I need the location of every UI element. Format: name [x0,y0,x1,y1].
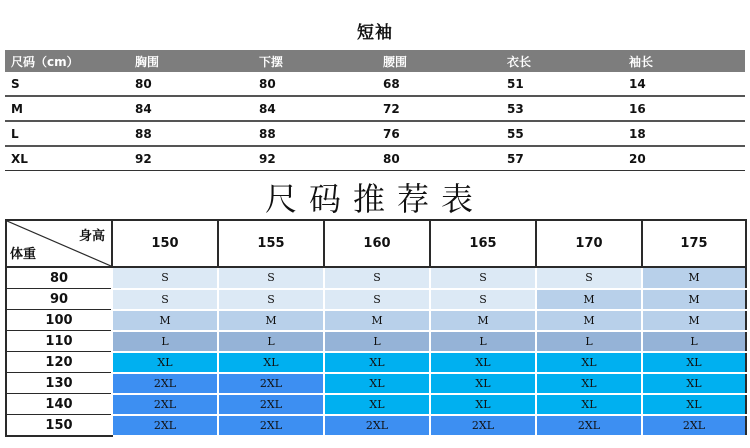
recommended-size-cell: 2XL [112,373,218,394]
weight-axis-label: 体重 [10,247,37,262]
recommended-size-cell: XL [536,394,642,415]
header-length: 衣长 [501,50,623,72]
header-waist: 腰围 [377,50,501,72]
weight-label-cell: 130 [6,373,112,394]
measurement-cell: 84 [129,96,253,121]
weight-label-cell: 150 [6,415,112,437]
measurement-cell: 92 [129,146,253,171]
measurement-cell: 51 [501,72,623,96]
height-axis-label: 身高 [78,229,105,244]
recommended-size-cell: 2XL [536,415,642,437]
short-sleeve-title: 短袖 [357,23,393,43]
weight-label-cell: 110 [6,331,112,352]
weight-label-cell: 140 [6,394,112,415]
header-size-cm: 尺码（cm） [5,50,129,72]
header-chest: 胸围 [129,50,253,72]
size-row [5,96,745,121]
weight-row [6,331,746,352]
weight-row [6,373,746,394]
recommended-size-cell: 2XL [112,394,218,415]
size-row [5,146,745,171]
height-160: 160 [324,220,430,267]
height-165: 165 [430,220,536,267]
recommended-size-cell: XL [324,352,430,373]
header-hem: 下摆 [253,50,377,72]
recommended-size-cell: M [112,310,218,331]
measurement-cell: 80 [129,72,253,96]
header-sleeve: 袖长 [623,50,745,72]
corner-header-cell [6,220,112,267]
recommended-size-cell: M [430,310,536,331]
recommended-size-cell: 2XL [112,415,218,437]
height-170: 170 [536,220,642,267]
measurement-cell: 14 [623,72,745,96]
measurement-cell: 84 [253,96,377,121]
recommended-size-cell: S [324,289,430,310]
weight-row [6,289,746,310]
height-header-row [6,220,746,267]
measurement-cell: 53 [501,96,623,121]
recommended-size-cell: M [642,267,746,289]
short-sleeve-size-table [5,50,745,171]
recommended-size-cell: 2XL [642,415,746,437]
recommended-size-cell: M [218,310,324,331]
size-recommendation-table [5,219,747,437]
weight-label-cell: 100 [6,310,112,331]
measurement-cell: 92 [253,146,377,171]
size-recommendation-title: 尺码推荐表 [264,180,485,218]
recommended-size-cell: XL [112,352,218,373]
recommended-size-cell: XL [642,394,746,415]
recommended-size-cell: L [218,331,324,352]
recommended-size-cell: S [112,289,218,310]
measurement-cell: 88 [253,121,377,146]
recommended-size-cell: XL [642,373,746,394]
weight-row [6,352,746,373]
recommended-size-cell: 2XL [430,415,536,437]
recommended-size-cell: S [112,267,218,289]
weight-row [6,267,746,289]
measurement-cell: 16 [623,96,745,121]
recommended-size-cell: XL [218,352,324,373]
measurement-cell: 55 [501,121,623,146]
height-150: 150 [112,220,218,267]
recommended-size-cell: XL [642,352,746,373]
weight-row [6,310,746,331]
recommended-size-cell: S [218,267,324,289]
size-row [5,121,745,146]
recommended-size-cell: L [112,331,218,352]
measurement-cell: 76 [377,121,501,146]
measurement-cell: 80 [253,72,377,96]
recommended-size-cell: M [536,310,642,331]
short-sleeve-header-row [5,50,745,72]
size-label-cell: S [5,72,129,96]
recommended-size-cell: XL [430,394,536,415]
size-label-cell: L [5,121,129,146]
recommended-size-cell: M [324,310,430,331]
recommended-size-cell: S [324,267,430,289]
recommended-size-cell: XL [536,373,642,394]
recommended-size-cell: M [536,289,642,310]
recommended-size-cell: S [430,267,536,289]
recommended-size-cell: 2XL [324,415,430,437]
size-row [5,72,745,96]
measurement-cell: 68 [377,72,501,96]
size-label-cell: M [5,96,129,121]
measurement-cell: 18 [623,121,745,146]
measurement-cell: 20 [623,146,745,171]
recommended-size-cell: S [218,289,324,310]
recommended-size-cell: XL [430,373,536,394]
recommended-size-cell: S [430,289,536,310]
recommended-size-cell: XL [536,352,642,373]
weight-label-cell: 80 [6,267,112,289]
weight-label-cell: 120 [6,352,112,373]
measurement-cell: 80 [377,146,501,171]
recommended-size-cell: L [536,331,642,352]
recommended-size-cell: L [642,331,746,352]
recommended-size-cell: L [324,331,430,352]
recommended-size-cell: XL [324,394,430,415]
recommended-size-cell: 2XL [218,415,324,437]
measurement-cell: 72 [377,96,501,121]
recommended-size-cell: XL [324,373,430,394]
recommended-size-cell: M [642,289,746,310]
weight-row [6,415,746,437]
measurement-cell: 57 [501,146,623,171]
recommended-size-cell: L [430,331,536,352]
recommended-size-cell: 2XL [218,394,324,415]
weight-label-cell: 90 [6,289,112,310]
measurement-cell: 88 [129,121,253,146]
height-155: 155 [218,220,324,267]
recommended-size-cell: S [536,267,642,289]
recommended-size-cell: M [642,310,746,331]
recommended-size-cell: 2XL [218,373,324,394]
size-label-cell: XL [5,146,129,171]
height-175: 175 [642,220,746,267]
recommended-size-cell: XL [430,352,536,373]
weight-row [6,394,746,415]
